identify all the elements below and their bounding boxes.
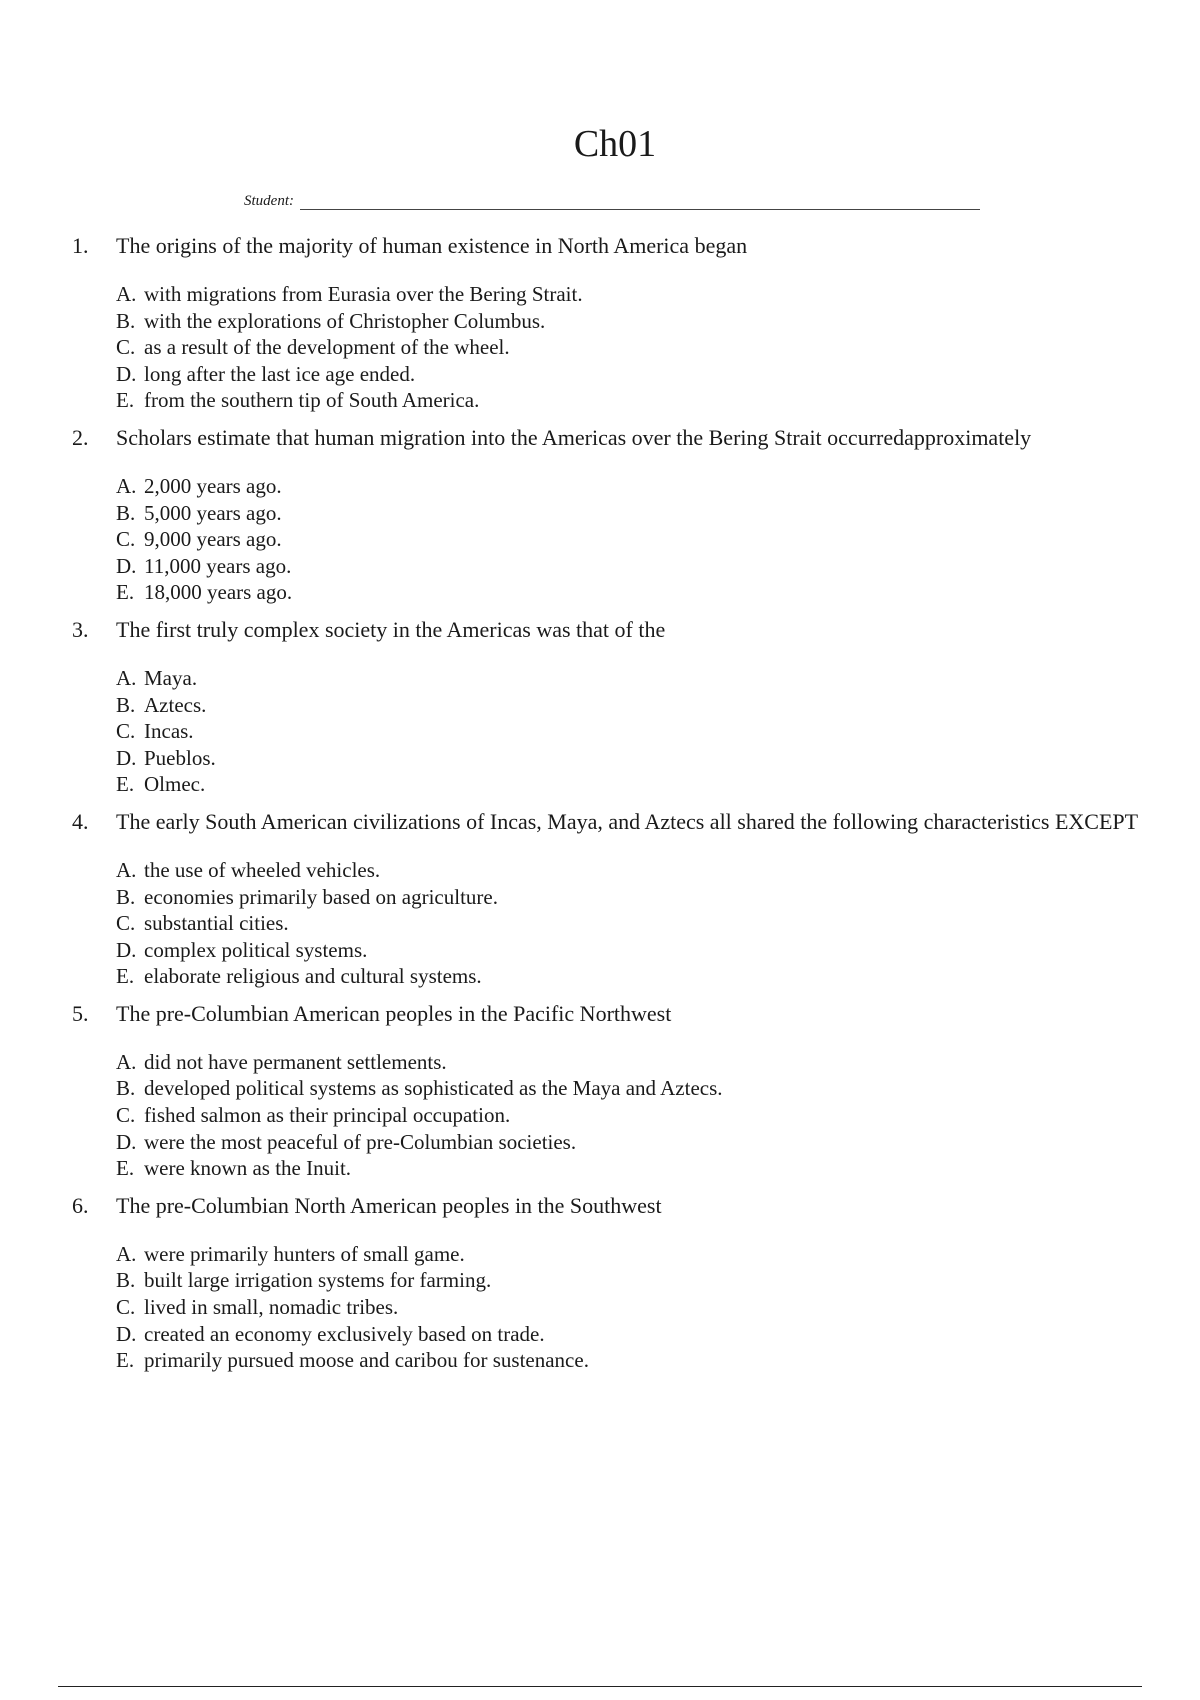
option-text: 2,000 years ago.	[144, 473, 282, 498]
option-item	[116, 963, 1160, 990]
option-letter: D.	[116, 1129, 137, 1154]
question-number: 5.	[72, 1000, 89, 1026]
option-item	[116, 579, 1160, 606]
option-item	[116, 1321, 1160, 1348]
student-name-row	[244, 192, 980, 210]
question-6	[0, 1192, 1200, 1374]
question-text: The first truly complex society in the Americas was that of the	[116, 616, 666, 642]
option-item	[116, 1155, 1160, 1182]
option-item	[116, 857, 1160, 884]
option-list	[116, 281, 1160, 414]
option-list	[116, 857, 1160, 990]
question-text: The origins of the majority of human existence in North America began	[116, 233, 748, 258]
option-letter: D.	[116, 937, 137, 962]
option-text: 9,000 years ago.	[144, 527, 282, 552]
option-list	[116, 1241, 1160, 1374]
question-text: Scholars estimate that human migration into the Americas over the Bering Strait occurredapproximately	[116, 424, 1032, 450]
option-text: created an economy exclusively based on trade.	[144, 1321, 545, 1346]
option-item	[116, 1049, 1160, 1076]
option-letter: B.	[116, 1076, 136, 1101]
option-text: Olmec.	[144, 772, 206, 797]
option-letter: A.	[116, 473, 137, 498]
option-list	[116, 665, 1160, 798]
option-item	[116, 1102, 1160, 1129]
option-item	[116, 473, 1160, 500]
option-letter: B.	[116, 308, 136, 333]
option-letter: E.	[116, 580, 135, 605]
option-letter: C.	[116, 335, 136, 360]
option-letter: C.	[116, 719, 136, 744]
option-item	[116, 1241, 1160, 1268]
option-letter: B.	[116, 1268, 136, 1293]
option-letter: C.	[116, 1103, 136, 1128]
option-item	[116, 334, 1160, 361]
option-text: long after the last ice age ended.	[144, 361, 416, 386]
option-letter: D.	[116, 745, 137, 770]
option-item	[116, 281, 1160, 308]
option-text: did not have permanent settlements.	[144, 1049, 447, 1074]
question-number: 6.	[72, 1192, 89, 1218]
option-item	[116, 1129, 1160, 1156]
question-2	[0, 424, 1200, 606]
footer-divider	[58, 1686, 1142, 1687]
option-letter: E.	[116, 1156, 135, 1181]
option-text: elaborate religious and cultural systems.	[144, 964, 482, 989]
option-letter: E.	[116, 964, 135, 989]
option-letter: B.	[116, 884, 136, 909]
option-text: substantial cities.	[144, 911, 289, 936]
option-item	[116, 1347, 1160, 1374]
question-number: 3.	[72, 616, 89, 642]
page-title: Ch01	[573, 123, 657, 165]
option-text: as a result of the development of the wheel.	[144, 335, 510, 360]
option-text: primarily pursued moose and caribou for sustenance.	[144, 1348, 589, 1373]
question-number: 2.	[72, 424, 89, 450]
question-list	[0, 232, 1200, 1384]
option-text: Aztecs.	[144, 692, 207, 717]
option-text: economies primarily based on agriculture.	[144, 884, 498, 909]
option-text: built large irrigation systems for farming.	[144, 1268, 492, 1293]
option-item	[116, 387, 1160, 414]
option-item	[116, 1075, 1160, 1102]
option-text: from the southern tip of South America.	[144, 388, 480, 413]
option-letter: D.	[116, 553, 137, 578]
option-item	[116, 745, 1160, 772]
option-item	[116, 718, 1160, 745]
option-text: were the most peaceful of pre-Columbian societies.	[144, 1129, 577, 1154]
option-item	[116, 361, 1160, 388]
option-text: developed political systems as sophisticated as the Maya and Aztecs.	[144, 1076, 723, 1101]
option-item	[116, 553, 1160, 580]
question-4	[0, 808, 1200, 990]
option-item	[116, 526, 1160, 553]
option-letter: A.	[116, 857, 137, 882]
option-item	[116, 1267, 1160, 1294]
option-item	[116, 937, 1160, 964]
option-letter: A.	[116, 282, 137, 306]
option-item	[116, 308, 1160, 335]
option-text: lived in small, nomadic tribes.	[144, 1295, 399, 1320]
question-5	[0, 1000, 1200, 1182]
option-letter: C.	[116, 527, 136, 552]
question-text: The pre-Columbian American peoples in the Pacific Northwest	[116, 1000, 672, 1026]
option-letter: D.	[116, 361, 137, 386]
option-letter: B.	[116, 692, 136, 717]
option-text: 11,000 years ago.	[144, 553, 292, 578]
option-text: Incas.	[144, 719, 194, 744]
question-1	[0, 232, 1200, 414]
option-list	[116, 473, 1160, 606]
option-letter: D.	[116, 1321, 137, 1346]
option-letter: A.	[116, 665, 137, 690]
option-item	[116, 500, 1160, 527]
option-letter: C.	[116, 911, 136, 936]
option-text: Pueblos.	[144, 745, 216, 770]
option-text: with the explorations of Christopher Columbus.	[144, 308, 546, 333]
option-letter: B.	[116, 500, 136, 525]
option-item	[116, 1294, 1160, 1321]
question-text: The pre-Columbian North American peoples in the Southwest	[116, 1192, 662, 1218]
option-text: 18,000 years ago.	[144, 580, 293, 605]
option-text: 5,000 years ago.	[144, 500, 282, 525]
option-text: fished salmon as their principal occupation.	[144, 1103, 511, 1128]
option-item	[116, 692, 1160, 719]
option-letter: A.	[116, 1049, 137, 1074]
student-label: Student:	[244, 193, 294, 209]
option-text: with migrations from Eurasia over the Bering Strait.	[144, 282, 583, 306]
option-letter: E.	[116, 1348, 135, 1373]
option-letter: E.	[116, 772, 135, 797]
option-text: complex political systems.	[144, 937, 368, 962]
option-list	[116, 1049, 1160, 1182]
option-item	[116, 771, 1160, 798]
option-letter: A.	[116, 1241, 137, 1266]
question-number: 4.	[72, 808, 89, 834]
student-name-line[interactable]	[300, 193, 980, 210]
question-text: The early South American civilizations of Incas, Maya, and Aztecs all shared the following characteristics EXCEPT	[116, 808, 1139, 834]
option-letter: C.	[116, 1295, 136, 1320]
option-text: were primarily hunters of small game.	[144, 1241, 465, 1266]
option-item	[116, 665, 1160, 692]
option-letter: E.	[116, 388, 135, 413]
option-item	[116, 884, 1160, 911]
option-text: the use of wheeled vehicles.	[144, 857, 381, 882]
option-text: Maya.	[144, 665, 198, 690]
question-3	[0, 616, 1200, 798]
option-item	[116, 910, 1160, 937]
question-number: 1.	[72, 233, 89, 258]
option-text: were known as the Inuit.	[144, 1156, 352, 1181]
